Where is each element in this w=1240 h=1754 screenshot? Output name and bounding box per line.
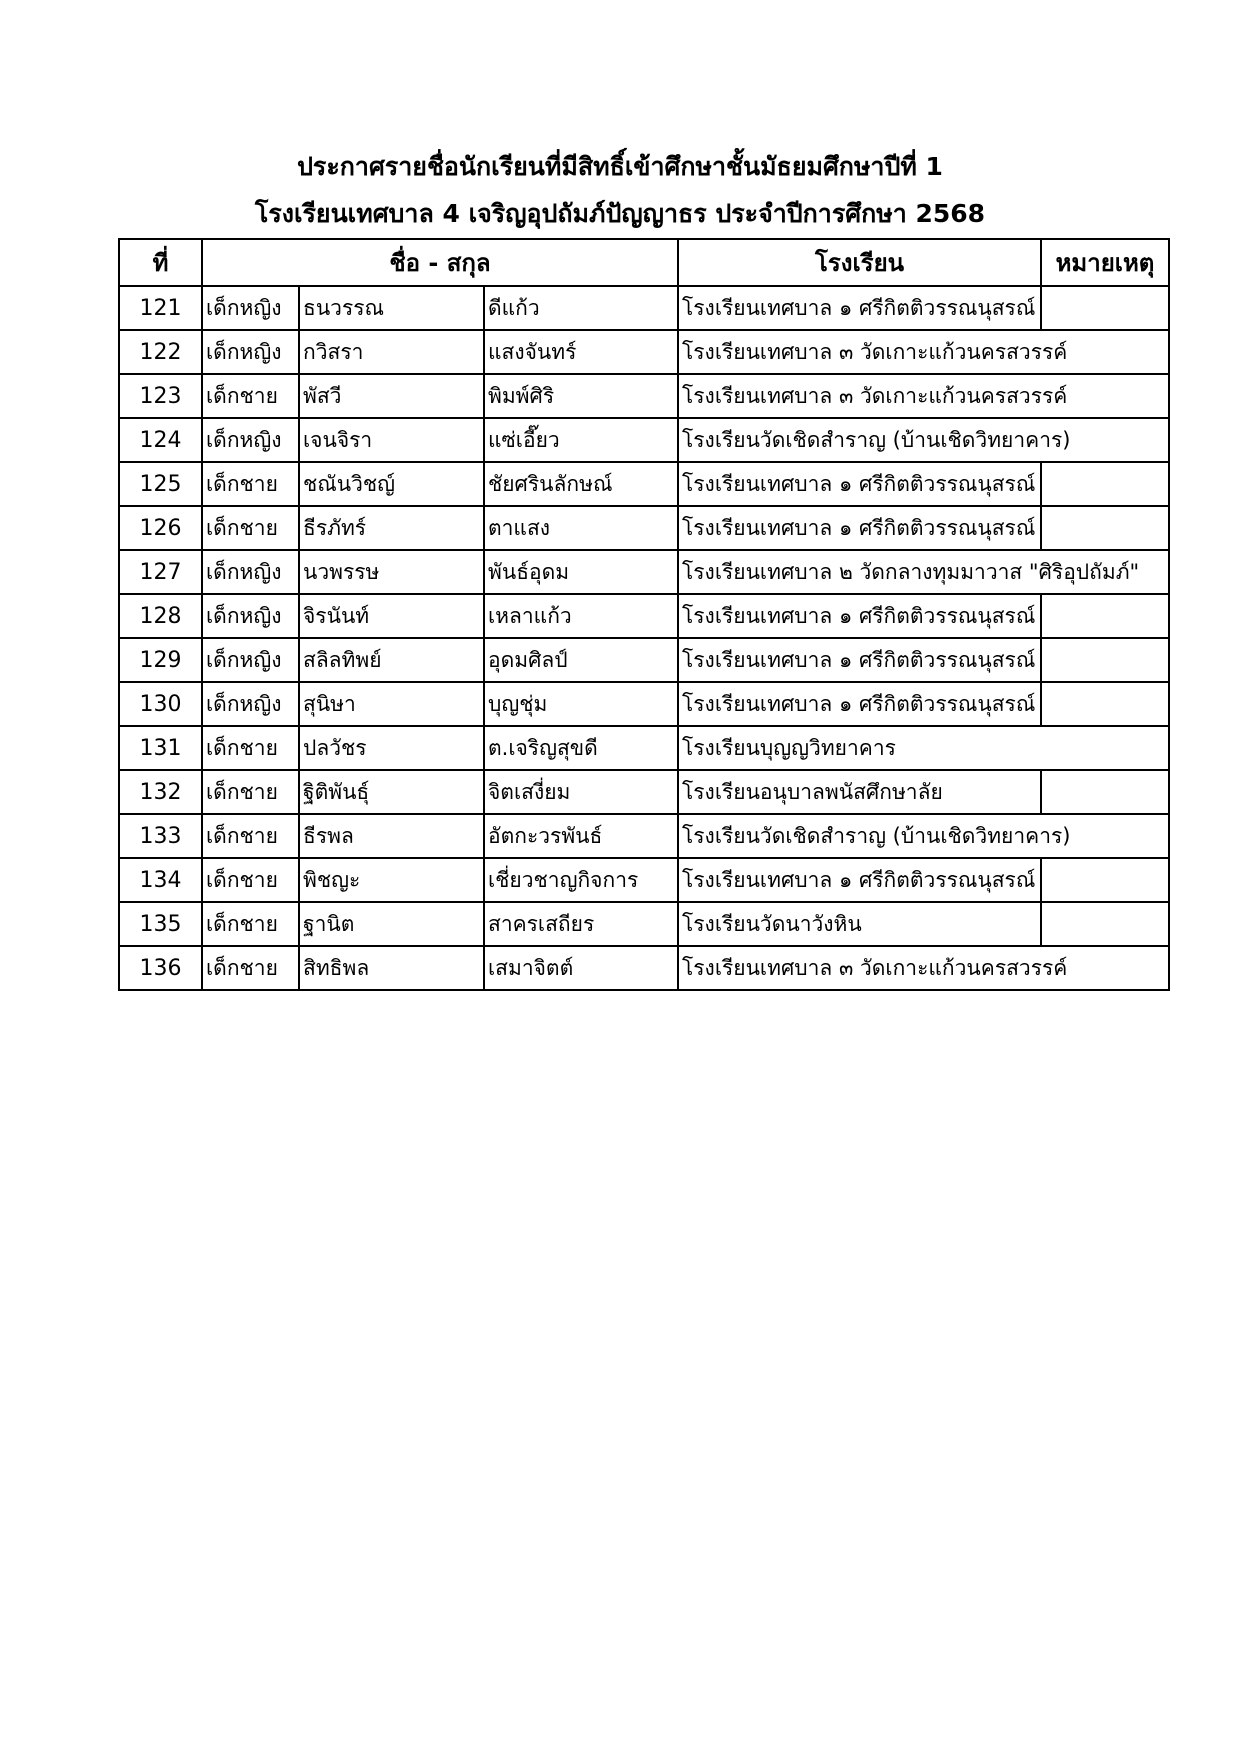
first-name: สลิลทิพย์ [299, 638, 484, 682]
last-name: พิมพ์ศิริ [484, 374, 678, 418]
last-name: จิตเสงี่ยม [484, 770, 678, 814]
table-row [119, 814, 1169, 858]
last-name: เสมาจิตต์ [484, 946, 678, 990]
table-row [119, 330, 1169, 374]
name-prefix: เด็กหญิง [202, 418, 299, 462]
row-number: 133 [119, 814, 202, 858]
remark-cell [1041, 638, 1169, 682]
row-number: 131 [119, 726, 202, 770]
last-name: ตาแสง [484, 506, 678, 550]
school-name: โรงเรียนวัดนาวังหิน [678, 902, 1041, 946]
table-row [119, 462, 1169, 506]
name-prefix: เด็กชาย [202, 902, 299, 946]
last-name: ต.เจริญสุขดี [484, 726, 678, 770]
first-name: ธีรพล [299, 814, 484, 858]
first-name: พิชญะ [299, 858, 484, 902]
row-number: 129 [119, 638, 202, 682]
student-roster-table [118, 238, 1170, 991]
row-number: 135 [119, 902, 202, 946]
last-name: แสงจันทร์ [484, 330, 678, 374]
last-name: สาครเสถียร [484, 902, 678, 946]
table-row [119, 418, 1169, 462]
column-header-remark: หมายเหตุ [1041, 239, 1169, 286]
first-name: สิทธิพล [299, 946, 484, 990]
column-header-school: โรงเรียน [678, 239, 1041, 286]
row-number: 124 [119, 418, 202, 462]
announcement-title: ประกาศรายชื่อนักเรียนที่มีสิทธิ์เข้าศึกษาชั้นมัธยมศึกษาปีที่ 1 [297, 152, 943, 181]
first-name: สุนิษา [299, 682, 484, 726]
remark-cell [1041, 462, 1169, 506]
first-name: ปลวัชร [299, 726, 484, 770]
remark-cell [1041, 682, 1169, 726]
column-header-name: ชื่อ - สกุล [202, 239, 678, 286]
column-header-no: ที่ [119, 239, 202, 286]
row-number: 134 [119, 858, 202, 902]
school-name: โรงเรียนเทศบาล ๓ วัดเกาะแก้วนครสวรรค์ [678, 330, 1169, 374]
row-number: 136 [119, 946, 202, 990]
last-name: ดีแก้ว [484, 286, 678, 330]
remark-cell [1041, 858, 1169, 902]
row-number: 132 [119, 770, 202, 814]
name-prefix: เด็กชาย [202, 946, 299, 990]
row-number: 122 [119, 330, 202, 374]
table-body [119, 286, 1169, 990]
school-name: โรงเรียนเทศบาล ๑ ศรีกิตติวรรณนุสรณ์ [678, 286, 1041, 330]
last-name: แซ่เอี๊ยว [484, 418, 678, 462]
remark-cell [1041, 506, 1169, 550]
school-name: โรงเรียนเทศบาล ๓ วัดเกาะแก้วนครสวรรค์ [678, 374, 1169, 418]
row-number: 123 [119, 374, 202, 418]
row-number: 125 [119, 462, 202, 506]
name-prefix: เด็กชาย [202, 462, 299, 506]
name-prefix: เด็กชาย [202, 858, 299, 902]
school-name: โรงเรียนเทศบาล ๑ ศรีกิตติวรรณนุสรณ์ [678, 682, 1041, 726]
name-prefix: เด็กหญิง [202, 330, 299, 374]
table-row [119, 506, 1169, 550]
table-header-row [119, 239, 1169, 286]
school-name: โรงเรียนเทศบาล ๑ ศรีกิตติวรรณนุสรณ์ [678, 638, 1041, 682]
last-name: อุดมศิลป์ [484, 638, 678, 682]
table-row [119, 946, 1169, 990]
school-name: โรงเรียนวัดเชิดสำราญ (บ้านเชิดวิทยาคาร) [678, 814, 1169, 858]
name-prefix: เด็กชาย [202, 726, 299, 770]
school-name: โรงเรียนอนุบาลพนัสศึกษาลัย [678, 770, 1041, 814]
remark-cell [1041, 286, 1169, 330]
row-number: 128 [119, 594, 202, 638]
school-year-subtitle: โรงเรียนเทศบาล 4 เจริญอุปถัมภ์ปัญญาธร ประจำปีการศึกษา 2568 [254, 199, 986, 228]
last-name: บุญชุ่ม [484, 682, 678, 726]
school-name: โรงเรียนบุญญวิทยาคาร [678, 726, 1169, 770]
school-name: โรงเรียนเทศบาล ๓ วัดเกาะแก้วนครสวรรค์ [678, 946, 1169, 990]
name-prefix: เด็กหญิง [202, 682, 299, 726]
table-row [119, 858, 1169, 902]
name-prefix: เด็กหญิง [202, 638, 299, 682]
first-name: ธีรภัทร์ [299, 506, 484, 550]
first-name: ธนวรรณ [299, 286, 484, 330]
table-row [119, 286, 1169, 330]
name-prefix: เด็กหญิง [202, 286, 299, 330]
first-name: กวิสรา [299, 330, 484, 374]
row-number: 121 [119, 286, 202, 330]
table-row [119, 374, 1169, 418]
table-row [119, 770, 1169, 814]
last-name: ชัยศรินลักษณ์ [484, 462, 678, 506]
school-name: โรงเรียนวัดเชิดสำราญ (บ้านเชิดวิทยาคาร) [678, 418, 1169, 462]
name-prefix: เด็กชาย [202, 770, 299, 814]
table-row [119, 550, 1169, 594]
name-prefix: เด็กหญิง [202, 550, 299, 594]
first-name: ฐิติพันธุ์ [299, 770, 484, 814]
first-name: ฐานิต [299, 902, 484, 946]
name-prefix: เด็กชาย [202, 374, 299, 418]
school-name: โรงเรียนเทศบาล ๑ ศรีกิตติวรรณนุสรณ์ [678, 858, 1041, 902]
last-name: เหลาแก้ว [484, 594, 678, 638]
school-name: โรงเรียนเทศบาล ๒ วัดกลางทุมมาวาส "ศิริอุปถัมภ์" [678, 550, 1169, 594]
table-row [119, 726, 1169, 770]
last-name: อัตกะวรพันธ์ [484, 814, 678, 858]
table-row [119, 682, 1169, 726]
table-row [119, 902, 1169, 946]
first-name: ชณันวิชญ์ [299, 462, 484, 506]
row-number: 127 [119, 550, 202, 594]
table-row [119, 638, 1169, 682]
name-prefix: เด็กหญิง [202, 594, 299, 638]
table-row [119, 594, 1169, 638]
last-name: พันธ์อุดม [484, 550, 678, 594]
row-number: 130 [119, 682, 202, 726]
name-prefix: เด็กชาย [202, 506, 299, 550]
remark-cell [1041, 770, 1169, 814]
school-name: โรงเรียนเทศบาล ๑ ศรีกิตติวรรณนุสรณ์ [678, 506, 1041, 550]
name-prefix: เด็กชาย [202, 814, 299, 858]
row-number: 126 [119, 506, 202, 550]
first-name: พัสวี [299, 374, 484, 418]
remark-cell [1041, 902, 1169, 946]
school-name: โรงเรียนเทศบาล ๑ ศรีกิตติวรรณนุสรณ์ [678, 462, 1041, 506]
remark-cell [1041, 594, 1169, 638]
first-name: เจนจิรา [299, 418, 484, 462]
first-name: นวพรรษ [299, 550, 484, 594]
first-name: จิรนันท์ [299, 594, 484, 638]
school-name: โรงเรียนเทศบาล ๑ ศรีกิตติวรรณนุสรณ์ [678, 594, 1041, 638]
last-name: เชี่ยวชาญกิจการ [484, 858, 678, 902]
